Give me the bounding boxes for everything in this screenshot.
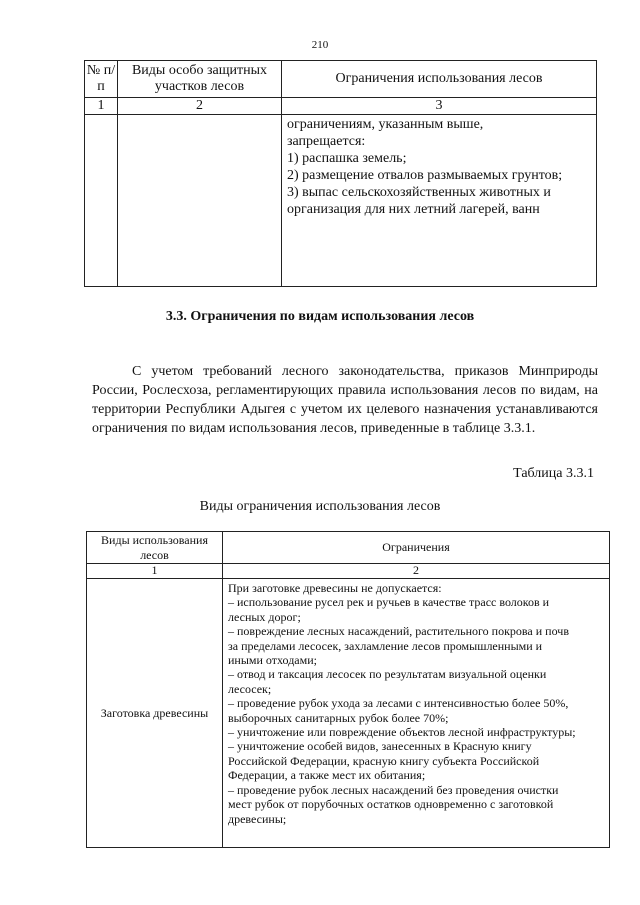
text-line: Российской Федерации, красную книгу субъекта Российской: [228, 753, 540, 768]
text-line: – проведение рубок ухода за лесами с интенсивностью более 50%,: [228, 696, 569, 711]
text-line: – проведение рубок лесных насаждений без проведения очистки: [228, 782, 559, 797]
table-header-row: [87, 532, 610, 564]
text-line: Федерации, а также мест их обитания;: [228, 768, 426, 783]
column-number: 1: [87, 564, 223, 579]
text-line: 2) размещение отвалов размываемых грунтов;: [287, 168, 563, 183]
column-number: 1: [85, 98, 118, 115]
column-number: 3: [282, 98, 597, 115]
text-line: выборочных санитарных рубок более 70%;: [228, 710, 449, 725]
table-row: [87, 579, 610, 848]
table-label: Таблица 3.3.1: [513, 466, 594, 481]
column-number: 2: [118, 98, 282, 115]
section-heading: 3.3. Ограничения по видам использования лесов: [165, 309, 475, 324]
page-number: 210: [311, 39, 329, 51]
table-header-row: [85, 61, 597, 98]
empty-cell: [118, 115, 282, 287]
forest-use-restrictions-table: [86, 531, 610, 848]
text-line: мест рубок от порубочных остатков одновременно с заготовкой: [228, 797, 554, 812]
column-numbers-row: [87, 564, 610, 579]
column-number: 2: [223, 564, 610, 579]
text-line: – отвод и таксация лесосек по результатам визуальной оценки: [228, 667, 547, 682]
text-line: организация для них летний лагерей, ванн: [287, 202, 540, 217]
text-line: 1) распашка земель;: [287, 151, 407, 166]
use-type-cell: Заготовка древесины: [87, 579, 223, 848]
protected-areas-table: [84, 60, 597, 287]
text-line: ограничениям, указанным выше,: [287, 117, 484, 132]
text-line: – уничтожение особей видов, занесенных в Красную книгу: [228, 739, 532, 754]
header-area-types: Виды особо защитных участков лесов: [118, 61, 282, 98]
header-restrictions: Ограничения использования лесов: [282, 61, 597, 98]
header-number: № п/п: [85, 61, 118, 98]
text-line: 3) выпас сельскохозяйственных животных и: [287, 185, 551, 200]
text-line: – использование русел рек и ручьев в качестве трасс волоков и: [228, 595, 550, 610]
text-line: При заготовке древесины не допускается:: [228, 581, 442, 595]
text-line: запрещается:: [287, 134, 366, 149]
column-numbers-row: [85, 98, 597, 115]
restrictions-cell: [223, 579, 610, 848]
empty-cell: [85, 115, 118, 287]
text-line: – повреждение лесных насаждений, растительного покрова и почв: [228, 624, 569, 639]
table-row: [85, 115, 597, 287]
body-paragraph: С учетом требований лесного законодательства, приказов Минприроды России, Рослесхоза, регламентирующих правила использования лесов по видам, на территории Республики Адыгея с учетом их целевого назначения устанавливаются ограничения по видам использования лесов, приведенные в таблице 3.3.1.: [92, 364, 598, 436]
text-line: за пределами лесосек, захламление лесов промышленными и: [228, 638, 543, 653]
text-line: – уничтожение или повреждение объектов лесной инфраструктуры;: [228, 725, 576, 740]
text-line: древесины;: [228, 811, 287, 826]
header-restrictions: Ограничения: [223, 532, 610, 564]
text-line: лесных дорог;: [228, 609, 301, 624]
text-line: иными отходами;: [228, 653, 317, 668]
header-use-types: Виды использования лесов: [87, 532, 223, 564]
text-line: лесосек;: [228, 681, 272, 696]
table-title: Виды ограничения использования лесов: [199, 499, 441, 514]
restrictions-cell: [282, 115, 597, 287]
